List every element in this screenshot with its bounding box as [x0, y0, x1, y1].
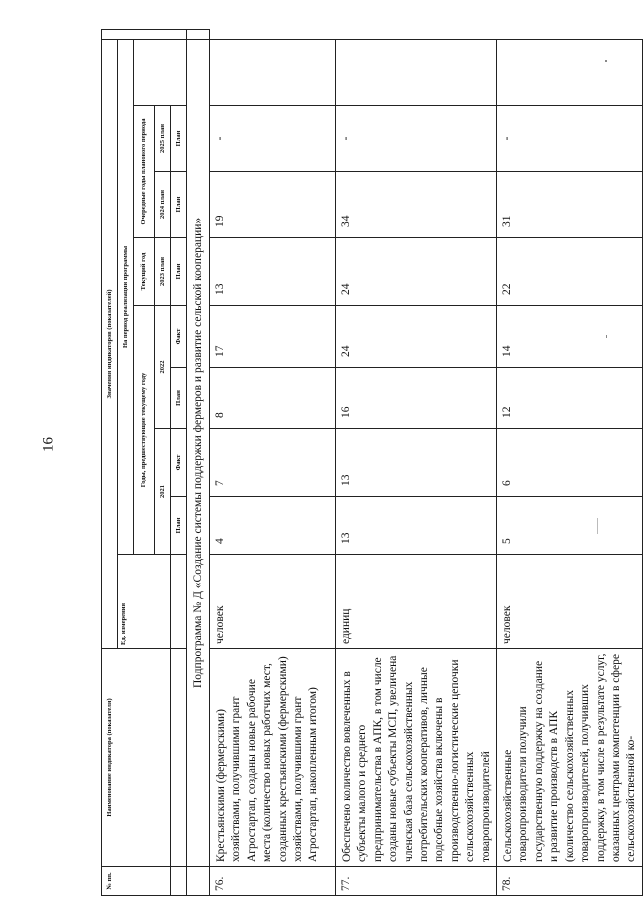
- empty-cell: [171, 555, 187, 649]
- header-2021: 2021: [155, 429, 171, 555]
- value-2022-plan: 8: [210, 368, 336, 429]
- value-2022-plan: 12: [497, 368, 643, 429]
- plan-label: План: [171, 368, 187, 429]
- indicator-name: Сельскохозяйственные товаропроизводители получили государственную поддержку на создание и развитие производств в АПК (количество сельскохозяйственных товаропроизводителей, получивших поддержку, в том числе в результате услуг, оказанных центрами компетенции в сфере сельскохозяйственной ко-: [497, 649, 643, 867]
- empty-cell: [171, 867, 187, 896]
- value-2022-fact: 24: [336, 306, 497, 368]
- empty-cell: [336, 39, 497, 105]
- empty-cell: [187, 867, 210, 896]
- value-2024: 19: [210, 172, 336, 238]
- value-2025: -: [497, 106, 643, 172]
- header-preceding-years: Годы, предшествующие текущему году: [134, 306, 155, 555]
- value-2021-plan: 5: [497, 497, 643, 555]
- indicator-table: [101, 29, 643, 896]
- table-row: [210, 29, 336, 895]
- header-2023: 2023 план: [155, 238, 171, 306]
- section-row: [187, 29, 210, 895]
- table-row: [336, 29, 497, 895]
- header-name: Наименование индикатора (показателя): [102, 649, 171, 867]
- value-2022-fact: 14: [497, 306, 643, 368]
- row-number: 76.: [210, 867, 336, 896]
- value-2022-fact: 17: [210, 306, 336, 368]
- value-2025: -: [210, 106, 336, 172]
- table-row: [497, 29, 643, 895]
- value-2021-plan: 4: [210, 497, 336, 555]
- header-row-6: [171, 29, 187, 895]
- value-2021-fact: 7: [210, 429, 336, 497]
- empty-cell: [210, 39, 336, 105]
- header-current-year: Текущий год: [134, 238, 155, 306]
- plan-label: План: [171, 497, 187, 555]
- value-2025: -: [336, 106, 497, 172]
- header-2022: 2022: [155, 306, 171, 429]
- header-num: № пп.: [102, 867, 171, 896]
- value-2024: 34: [336, 172, 497, 238]
- rotated-page: [101, 30, 638, 896]
- plan-label: План: [171, 106, 187, 172]
- value-2023: 13: [210, 238, 336, 306]
- row-number: 77.: [336, 867, 497, 896]
- empty-cell: [171, 649, 187, 867]
- indicator-table-wrapper: [101, 30, 638, 896]
- scan-speck: [597, 518, 598, 534]
- value-2021-fact: 6: [497, 429, 643, 497]
- scan-speck: [606, 335, 607, 338]
- unit-cell: человек: [210, 555, 336, 649]
- header-unit: Ед. измерения: [118, 555, 171, 649]
- value-2021-plan: 13: [336, 497, 497, 555]
- indicator-name: Крестьянскими (фермерскими) хозяйствами, получившими грант Агростартап, созданы новые рабочие места (количество новых работчих мест, созданных крестьянскими (фермерскими) хозяйствами, получившими грант Агростартап, накопленным итогом): [210, 649, 336, 867]
- header-values: Значения индикаторов (показателей): [102, 39, 118, 648]
- value-2024: 31: [497, 172, 643, 238]
- value-2023: 24: [336, 238, 497, 306]
- fact-label: Факт: [171, 306, 187, 368]
- row-number: 78.: [497, 867, 643, 896]
- fact-label: Факт: [171, 429, 187, 497]
- plan-label: План: [171, 172, 187, 238]
- empty-cell: [497, 39, 643, 105]
- header-2025: 2025 план: [155, 106, 171, 172]
- indicator-name: Обеспечено количество вовлеченных в субъекты малого и среднего предпринимательства в АПК, в том числе созданы новые субъекты МСП, увеличена членская база сельскохозяйственных потребительских кооперативов, личные подсобные хозяйства включены в производственно-логистические цепочки сельскохозяйственных товаропроизводителей: [336, 649, 497, 867]
- header-next-years: Очередные годы планового периода: [134, 106, 155, 238]
- unit-cell: человек: [497, 555, 643, 649]
- empty-cell: [187, 29, 210, 39]
- value-2022-plan: 16: [336, 368, 497, 429]
- value-2021-fact: 13: [336, 429, 497, 497]
- section-title: Подпрограмма № Д «Создание системы поддержки фермеров и развитие сельской кооперации»: [187, 39, 210, 866]
- header-2024: 2024 план: [155, 172, 171, 238]
- header-filler: [102, 29, 187, 39]
- header-row-1: [102, 29, 118, 895]
- header-program-period: На период реализации программы: [118, 39, 134, 554]
- page-number: 16: [40, 437, 57, 452]
- scan-speck: [605, 60, 607, 62]
- value-2023: 22: [497, 238, 643, 306]
- unit-cell: единиц: [336, 555, 497, 649]
- plan-label: План: [171, 238, 187, 306]
